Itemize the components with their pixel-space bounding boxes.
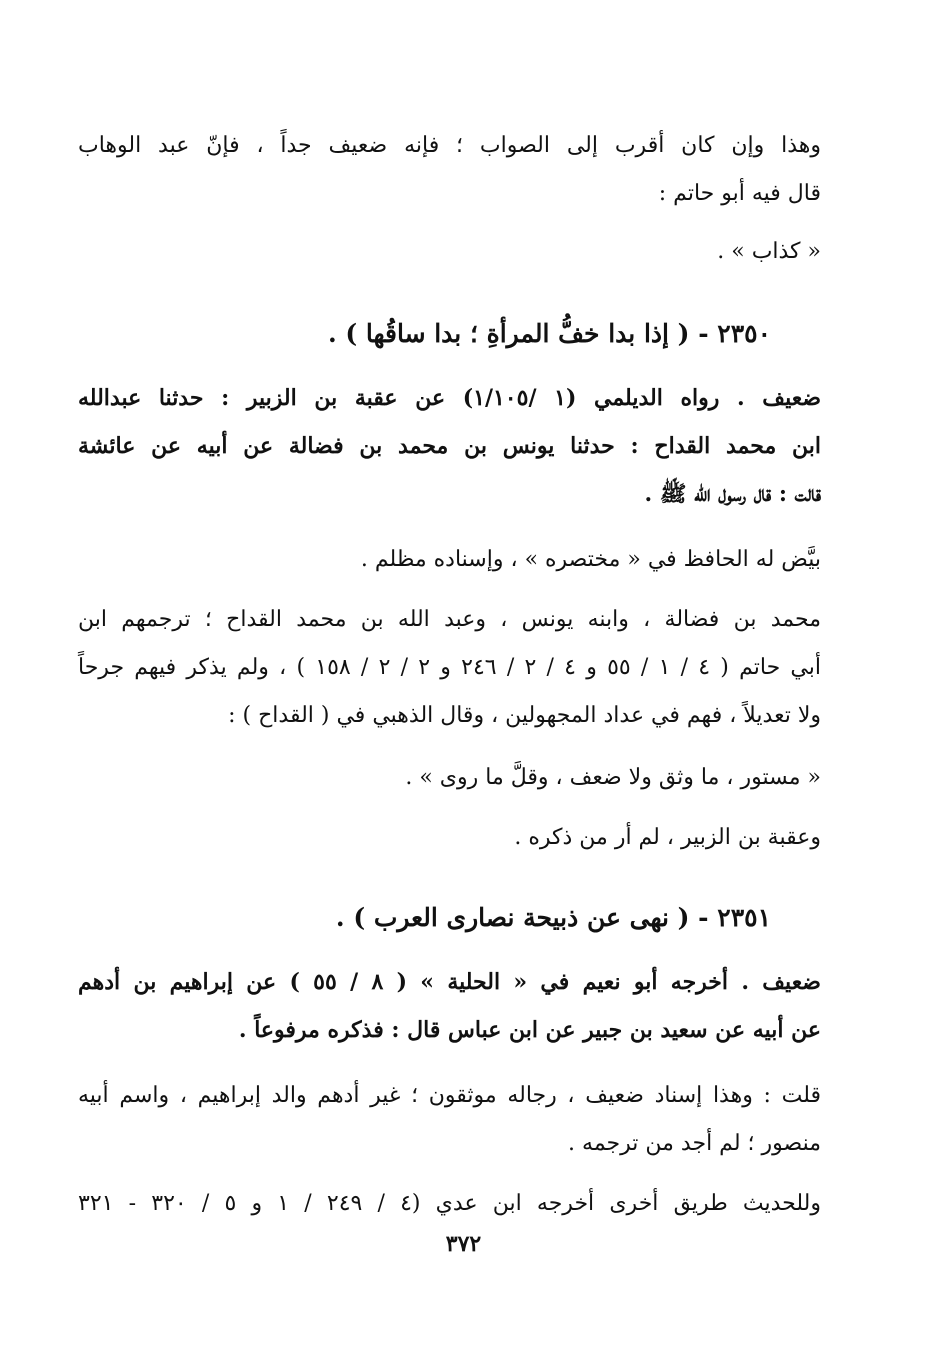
quote-line: « مستور ، ما وثق ولا ضعف ، وقلَّ ما روى » .: [405, 765, 821, 790]
paragraph-line: وعقبة بن الزبير ، لم أر من ذكره .: [514, 825, 821, 850]
paragraph-line: ولا تعديلاً ، فهم في عداد المجهولين ، وقال الذهبي في ( القداح ) :: [228, 703, 821, 728]
quote-line: « كذاب » .: [717, 239, 821, 264]
paragraph-line: ضعيف . رواه الديلمي (١ /١/١٠٥) عن عقبة بن الزبير : حدثنا عبدالله: [78, 385, 821, 411]
hadith-heading: ٢٣٥٠ - ( إذا بدا خفُّ المرأةِ ؛ بدا ساقُها ) .: [327, 319, 771, 348]
paragraph-line: بيَّض له الحافظ في « مختصره » ، وإسناده مظلم .: [360, 547, 821, 572]
paragraph-line: قلت : وهذا إسناد ضعيف ، رجاله موثقون ؛ غير أدهم والد إبراهيم ، واسم أبيه: [78, 1083, 821, 1108]
paragraph-line: منصور ؛ لم أجد من ترجمه .: [568, 1131, 821, 1156]
hadith-heading: ٢٣٥١ - ( نهى عن ذبيحة نصارى العرب ) .: [335, 903, 771, 932]
paragraph-line: عن أبيه عن سعيد بن جبير عن ابن عباس قال : فذكره مرفوعاً .: [238, 1017, 821, 1043]
paragraph-line: أبي حاتم ( ٤ / ١ / ٥٥ و ٤ / ٢ / ٢٤٦ و ٢ / ٢ / ١٥٨ ) ، ولم يذكر فيهم جرحاً: [78, 655, 821, 680]
paragraph-line: ابن محمد القداح : حدثنا يونس بن محمد بن فضالة عن أبيه عن عائشة: [78, 433, 821, 459]
paragraph-line: ضعيف . أخرجه أبو نعيم في « الحلية » ( ٨ / ٥٥ ) عن إبراهيم بن أدهم: [78, 969, 821, 995]
page-number: ٣٧٢: [445, 1231, 482, 1257]
paragraph-line: وهذا وإن كان أقرب إلى الصواب ؛ فإنه ضعيف جداً ، فإنّ عبد الوهاب: [78, 133, 821, 158]
paragraph-line: محمد بن فضالة ، وابنه يونس ، وعبد الله بن محمد القداح ؛ ترجمهم ابن: [78, 607, 821, 632]
paragraph-line: وللحديث طريق أخرى أخرجه ابن عدي (٤ / ٢٤٩ / ١ و ٥ / ٣٢٠ - ٣٢١: [78, 1191, 821, 1216]
paragraph-line: قالت : قال رسول الله ﷺ .: [644, 481, 821, 507]
paragraph-line: قال فيه أبو حاتم :: [658, 181, 821, 206]
